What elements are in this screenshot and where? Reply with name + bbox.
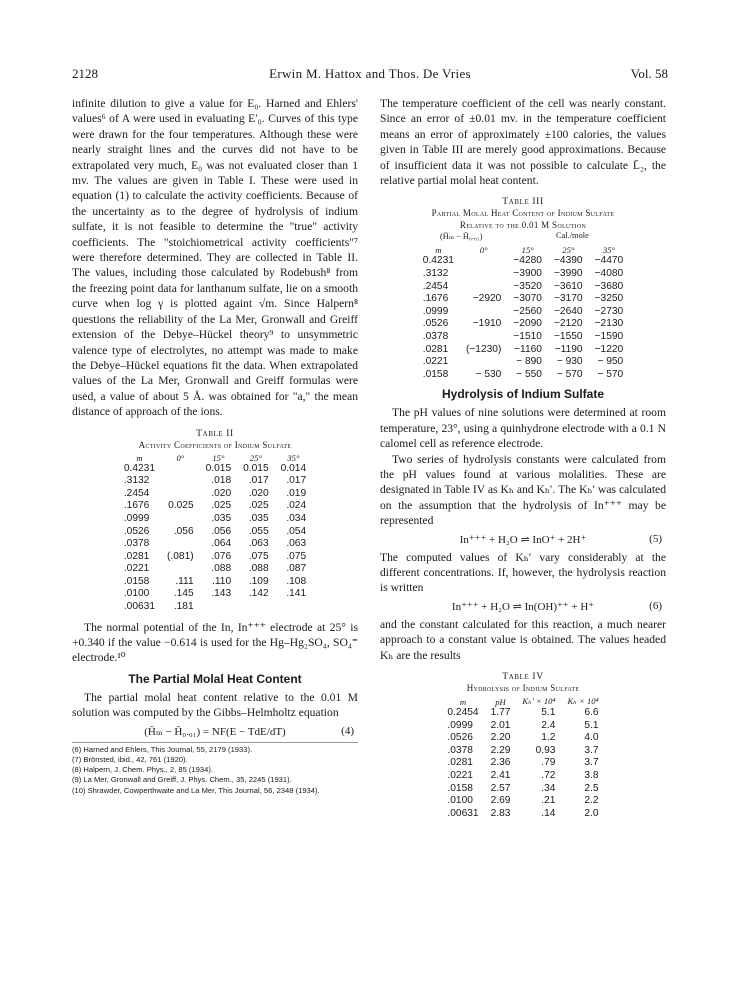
table-cell: −3070 [513, 293, 542, 305]
table-row [118, 463, 312, 476]
table-cell: .0158 [447, 782, 473, 794]
table-row [118, 601, 312, 614]
table-cell [161, 475, 200, 488]
table-cell: .14 [541, 807, 556, 819]
table-cell: .2454 [123, 487, 150, 499]
column-header: 0° [479, 245, 488, 256]
table-subtitle: Partial Molal Heat Content of Indium Sulfate [431, 208, 615, 219]
paragraph: and the constant calculated for this reaction, a much nearer approach to a constant value is obtained. The values headed Kₕ are the results [380, 617, 666, 662]
table-cell: .0526 [123, 525, 150, 537]
column-header: 0° [176, 452, 185, 463]
table-cell: −4390 [553, 255, 583, 267]
table-cell: .00631 [123, 601, 156, 613]
volume-label: Vol. 58 [630, 66, 668, 81]
table-row [417, 268, 629, 281]
table-row [417, 369, 629, 382]
running-title: Erwin M. Hattox and Thos. De Vries [269, 66, 471, 81]
table-cell: −3250 [594, 293, 624, 305]
table-row [118, 563, 312, 576]
table-cell [161, 463, 200, 476]
table-cell: − 930 [556, 356, 583, 368]
table-cell [161, 488, 200, 501]
table-header-row [417, 245, 629, 255]
footnote: (9) La Mer, Gronwall and Greiff, J. Phys. Chem., 35, 2245 (1931). [72, 775, 292, 785]
table-cell: −2730 [594, 305, 624, 317]
column-header: 15° [521, 245, 534, 256]
table-cell: 1.2 [541, 732, 556, 744]
table-cell: .141 [286, 588, 307, 600]
table-cell: .0221 [447, 770, 473, 782]
table-cell: .181 [173, 601, 194, 613]
table-row [417, 356, 629, 369]
table-subtitle: Relative to the 0.01 M Solution [459, 220, 587, 231]
table-row [417, 344, 629, 357]
paragraph: The pH values of nine solutions were determined at room temperature, 23°, using a quinhydrone electrode with a 0.1 N calomel cell as reference electrode. [380, 406, 666, 451]
table-row [118, 488, 312, 501]
table-cell: .0100 [447, 795, 473, 807]
table-row [417, 281, 629, 294]
table-cell: .035 [211, 512, 232, 524]
table-cell: (−1230) [465, 343, 502, 355]
section-heading: The Partial Molal Heat Content [128, 671, 302, 686]
table-cell: .0281 [123, 550, 150, 562]
column-header: Kₕ × 10⁴ [567, 696, 599, 707]
table-row [441, 757, 604, 770]
table-cell: .025 [211, 500, 232, 512]
table-cell: 3.7 [584, 757, 599, 769]
equation-number: (5) [649, 532, 662, 545]
table-header-row [118, 453, 312, 463]
table-cell: 2.57 [490, 782, 511, 794]
table-cell: 0.014 [280, 462, 307, 474]
equation-number: (6) [649, 599, 662, 612]
footnote: (8) Halpern, J. Chem. Phys., 2, 85 (1934). [72, 765, 213, 775]
table-cell: .025 [248, 500, 269, 512]
column-header: 25° [249, 452, 262, 463]
hydrolysis-table [441, 696, 604, 820]
table-cell: −4280 [513, 255, 542, 267]
paragraph: infinite dilution to give a value for E₀. Harned and Ehlers' values⁶ of A were used in evaluating E′₀. Curves of this type were drawn for the four temperatures. Although these were nearly straight lines and the curves did not have to be extrapolated very much, E₀ was not evaluated closer than 1 mv. The values are given in Table I. These were used in equation (1) to calculate the activity coefficients. Because of the uncertainty as to the degree of hydrolysis of indium sulfate, it is not feasible to determine the "true" activity coefficients. The "stoichiometrical activity coefficients"⁷ were therefore determined. They are collected in Table II. The values, including those calculated by Rodebush⁸ from the freezing point data for lanthanum sulfate, lie on a smooth curve when log γ is plotted againt √m. Since Halpern⁸ questions the reliability of the La Mer, Gronwall and Greiff extension of the Debye–Hückel theory⁹ to unsymmetric valence type of electrolytes, no attempt was made to make the Debye–Hückel equations fit the data. When extrapolated values of the La Mer, Gronwall and Greiff formulas were used, a value of about 5 Å. was obtained for "a," the mean distance of approach of the ions. [72, 97, 358, 419]
table-cell [161, 538, 200, 551]
table-cell: .024 [286, 500, 307, 512]
footnote: (6) Harned and Ehlers, This Journal, 55, 2179 (1933). [72, 744, 253, 754]
table-cell: 0.93 [535, 744, 556, 756]
paragraph: The normal potential of the In, In⁺⁺⁺ electrode at 25° is +0.340 if the value −0.614 is used for the Hg–Hg₂SO₄, SO₄⁼ electrode.¹⁰ [72, 620, 358, 665]
table-cell: .110 [212, 575, 232, 587]
table-cell: .056 [211, 525, 232, 537]
table-cell: 2.36 [490, 757, 511, 769]
table-subtitle: Activity Coefficients of Indium Sulfate [138, 439, 292, 450]
footnotes [72, 742, 358, 796]
table-cell: −1190 [554, 343, 583, 355]
equation [72, 725, 358, 738]
table-cell: 1.77 [490, 707, 511, 719]
table-cell: 0.025 [168, 500, 194, 512]
table-cell [237, 601, 275, 614]
table-cell: .018 [211, 475, 232, 487]
table-cell: −1220 [594, 343, 624, 355]
equation [380, 600, 666, 613]
table-cell: −3610 [553, 280, 583, 292]
table-cell: −1590 [594, 331, 624, 342]
table-cell: .0999 [123, 512, 150, 524]
table-cell: − 550 [516, 368, 542, 380]
table-cell: (.081) [167, 550, 194, 562]
table-cell: 0.4231 [123, 462, 156, 474]
table-cell: −1510 [513, 331, 542, 342]
table-cell [460, 331, 507, 344]
footnote: (7) Brönsted, ibid., 42, 761 (1920). [72, 754, 188, 764]
equation-body: (H̄ₘ − H̄₀.₀₁) = NF(E − TdE/dT) [144, 725, 286, 738]
table-cell: .075 [248, 550, 269, 562]
table-row [118, 526, 312, 539]
column-header: m [435, 245, 442, 256]
table-cell: .075 [286, 550, 307, 562]
table-cell: −2090 [513, 318, 542, 330]
table-cell: .088 [248, 563, 269, 575]
table-cell: .0281 [422, 343, 449, 355]
table-cell: 0.015 [205, 462, 232, 474]
column-header: m [136, 452, 143, 463]
table-row [417, 255, 629, 268]
table-row [118, 588, 312, 601]
table-row [441, 707, 604, 720]
table-cell: 2.20 [490, 732, 511, 744]
table-cell: .111 [175, 575, 194, 587]
table-cell: −2120 [553, 318, 583, 330]
table-cell: .0378 [447, 744, 473, 756]
table-cell: .0999 [422, 305, 449, 317]
table-cell: .0378 [422, 331, 449, 342]
table-cell: .143 [211, 588, 232, 600]
table-cell: .088 [211, 563, 232, 575]
table-cell: .1676 [123, 500, 150, 512]
table-cell: .0526 [422, 318, 449, 330]
table-cell: .020 [248, 487, 269, 499]
table-cell: .0221 [422, 356, 449, 368]
table-cell [460, 255, 507, 268]
table-cell: .2454 [422, 280, 449, 292]
left-column [72, 96, 358, 796]
table-row [441, 745, 604, 758]
table-cell: − 530 [475, 368, 502, 380]
table-cell: −1160 [514, 343, 542, 355]
table-cell: 2.29 [490, 744, 511, 756]
equation-number: (4) [341, 724, 354, 737]
column-header: Kₕ′ × 10⁴ [522, 696, 556, 707]
table-cell: 2.0 [584, 807, 599, 819]
table-cell: .72 [541, 770, 556, 782]
table-row [441, 808, 604, 821]
table-cell: .145 [173, 588, 194, 600]
paragraph: The partial molal heat content relative to the 0.01 M solution was computed by the Gibbs–Helmholtz equation [72, 690, 358, 720]
table-header-note [380, 231, 666, 243]
table-cell: .0526 [447, 732, 473, 744]
table-row [417, 331, 629, 344]
table-cell [460, 356, 507, 369]
page-number: 2128 [72, 66, 98, 81]
paragraph: Two series of hydrolysis constants were calculated from the pH values found at various molalities. These are designated in Table IV as Kₕ and Kₕ′. The Kₕ′ was calculated on the assumption that the hydrolysis of In⁺⁺⁺ may be represented [380, 452, 666, 528]
table-caption: Table III [502, 196, 544, 208]
paragraph: The computed values of Kₕ′ vary considerably at the different concentrations. If, however, the hydrolysis reaction is written [380, 550, 666, 595]
table-row [417, 306, 629, 319]
table-row [441, 783, 604, 796]
table-cell: −4470 [594, 255, 624, 267]
table-cell: 0.4231 [422, 255, 454, 267]
table-cell [460, 281, 507, 294]
table-cell: .00631 [447, 807, 479, 819]
table-cell: .0158 [123, 575, 150, 587]
heat-content-table [417, 245, 629, 381]
equation-body: In⁺⁺⁺ + H₂O ⇌ InO⁺ + 2H⁺ [459, 533, 587, 546]
table-cell: −1550 [553, 331, 583, 342]
table-cell: 0.015 [243, 462, 269, 474]
table-cell: .3132 [422, 268, 449, 280]
table-row [118, 475, 312, 488]
table-header-row [441, 696, 604, 707]
table-row [118, 576, 312, 589]
table-cell: 2.2 [584, 795, 599, 807]
section-heading: Hydrolysis of Indium Sulfate [441, 387, 605, 402]
table-cell: 2.69 [490, 795, 511, 807]
table-cell: .0378 [123, 538, 150, 550]
equation [380, 533, 666, 546]
table-cell: − 570 [597, 368, 624, 380]
table-row [118, 500, 312, 513]
table-cell [460, 306, 507, 319]
table-cell: .063 [286, 538, 307, 550]
paragraph: The temperature coefficient of the cell was nearly constant. Since an error of ±0.01 mv. in the temperature coefficient means an error of approximately ±100 calories, the values given in Table III are merely good approximations. Because of insufficient data it was not possible to calculate L̄₂, the relative partial molal heat content. [380, 97, 666, 188]
table-cell: .017 [248, 475, 269, 487]
table-row [118, 551, 312, 564]
footnote: (10) Shrawder, Cowperthwaite and La Mer, This Journal, 56, 2348 (1934). [72, 785, 320, 795]
table-cell: 2.83 [490, 807, 511, 819]
table-cell [275, 601, 313, 614]
header-unit: Cal./mole [556, 231, 589, 241]
table-row [441, 732, 604, 745]
table-cell: .056 [173, 525, 194, 537]
table-cell [161, 563, 200, 576]
table-cell: − 950 [597, 356, 624, 368]
table-cell [460, 268, 507, 281]
table-cell: 2.4 [541, 719, 556, 731]
table-row [417, 293, 629, 306]
table-cell: .035 [248, 512, 269, 524]
table-cell: .34 [541, 782, 556, 794]
table-cell: − 570 [556, 368, 583, 380]
table-cell: 6.6 [584, 707, 599, 719]
column-header: 35° [287, 452, 300, 463]
table-cell: .054 [286, 525, 307, 537]
table-caption: Table II [196, 427, 234, 439]
table-cell: − 890 [516, 356, 542, 368]
table-cell: .064 [211, 538, 232, 550]
right-column [380, 96, 666, 826]
table-cell: −2560 [513, 305, 542, 317]
table-cell: .1676 [422, 293, 449, 305]
table-cell: .055 [248, 525, 269, 537]
table-cell: 2.41 [490, 770, 511, 782]
table-cell: 2.01 [490, 719, 511, 731]
table-row [441, 770, 604, 783]
table-cell: .0999 [447, 719, 473, 731]
table-cell: −4080 [594, 268, 624, 280]
table-row [417, 318, 629, 331]
table-cell: .0281 [447, 757, 473, 769]
activity-coefficients-table [118, 453, 312, 614]
table-cell: .0158 [422, 368, 449, 380]
table-cell: .0221 [123, 563, 150, 575]
table-cell: −1910 [472, 318, 502, 330]
table-cell: .017 [286, 475, 307, 487]
column-header: m [459, 696, 467, 707]
table-cell: −2640 [553, 305, 583, 317]
table-cell: 5.1 [541, 707, 556, 719]
table-cell: .019 [286, 487, 307, 499]
table-row [118, 538, 312, 551]
header-expression: (H̄ₘ − H̄₀.₀₁) [440, 232, 483, 242]
table-cell: 0.2454 [447, 707, 479, 719]
table-cell: −3170 [553, 293, 583, 305]
equation-body: In⁺⁺⁺ + H₂O ⇌ In(OH)⁺⁺ + H⁺ [451, 600, 595, 613]
table-cell: .21 [541, 795, 556, 807]
table-cell: .063 [248, 538, 269, 550]
table-cell: 3.8 [584, 770, 599, 782]
table-cell [161, 513, 200, 526]
table-row [441, 795, 604, 808]
table-cell: .109 [248, 575, 269, 587]
column-header: 35° [602, 245, 615, 256]
table-cell: .0100 [123, 588, 150, 600]
table-row [441, 720, 604, 733]
table-cell: .142 [248, 588, 269, 600]
table-cell: .034 [286, 512, 307, 524]
table-cell: 2.5 [584, 782, 599, 794]
table-cell: 4.0 [584, 732, 599, 744]
table-cell: −3520 [513, 280, 542, 292]
table-row [118, 513, 312, 526]
column-header: 15° [212, 452, 225, 463]
table-cell: −2920 [472, 293, 502, 305]
table-caption: Table IV [502, 671, 544, 683]
table-cell: 5.1 [584, 719, 599, 731]
column-header: pH [495, 696, 506, 707]
table-cell: .020 [211, 487, 232, 499]
column-header: 25° [562, 245, 575, 256]
table-cell: −2130 [594, 318, 624, 330]
table-cell: .087 [286, 563, 307, 575]
table-cell: −3990 [553, 268, 583, 280]
table-cell: .076 [211, 550, 232, 562]
table-cell [200, 601, 238, 614]
table-cell: .79 [541, 757, 556, 769]
table-cell: −3680 [594, 280, 624, 292]
table-cell: 3.7 [584, 744, 599, 756]
table-cell: .108 [286, 575, 307, 587]
running-header [72, 66, 668, 84]
table-subtitle: Hydrolysis of Indium Sulfate [466, 683, 580, 694]
table-cell: −3900 [513, 268, 542, 280]
table-cell: .3132 [123, 475, 150, 487]
